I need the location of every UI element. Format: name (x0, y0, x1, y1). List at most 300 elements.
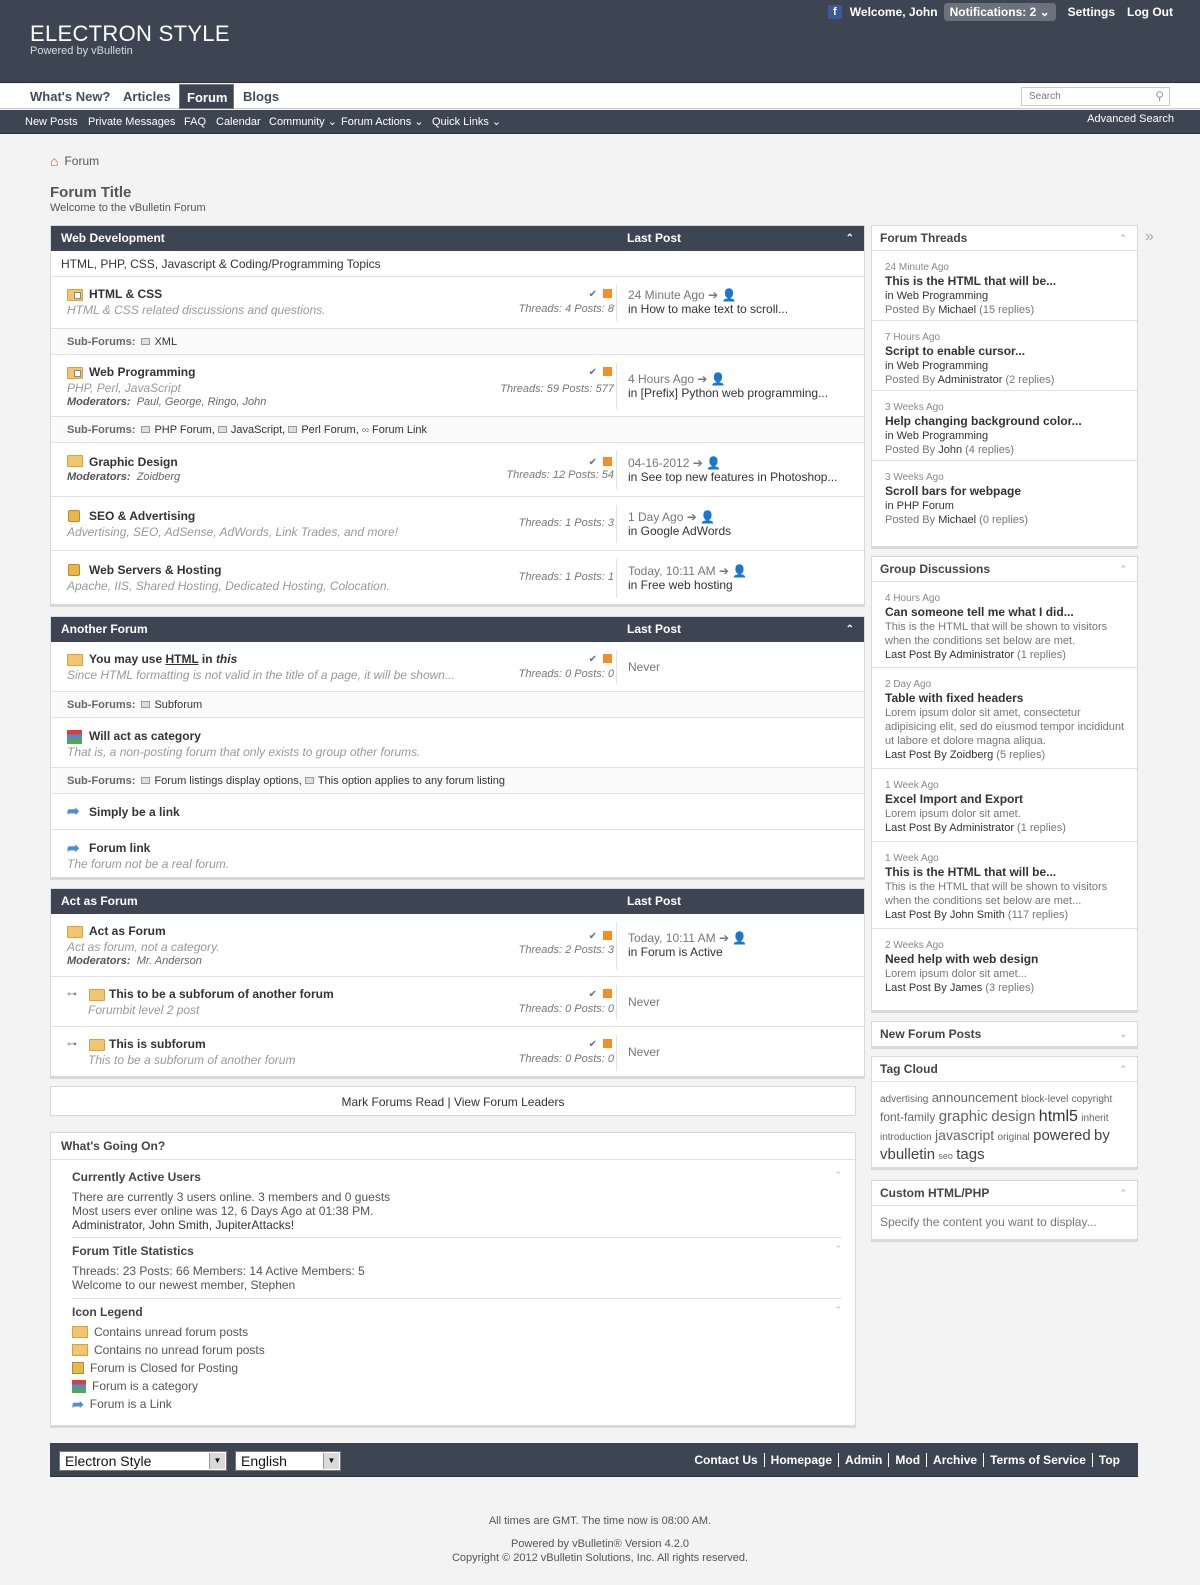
widget-title: Tag Cloud ⌃ (872, 1057, 1137, 1082)
thread-poster: Posted By John (4 replies) (885, 444, 1015, 456)
last-post-time: Today, 10:11 AM ➔ 👤 (628, 931, 748, 945)
thread-date: 3 Weeks Ago (885, 472, 944, 483)
icon-legend-section (72, 1305, 842, 1415)
forum-stats: Threads: 4 Posts: 8 (518, 303, 614, 315)
top-header (0, 0, 1200, 83)
subforum-tree-icon: ⊶ (67, 1039, 77, 1050)
last-post-time: Never (628, 995, 661, 1009)
forum-name[interactable]: Web Programming (89, 365, 196, 379)
widget-title[interactable]: New Forum Posts ⌄ (872, 1022, 1137, 1047)
forum-name[interactable]: SEO & Advertising (89, 509, 196, 523)
subforums-row (51, 417, 864, 443)
forum-stats: Threads: 1 Posts: 3 (518, 517, 614, 529)
subforums-row (51, 768, 864, 794)
discussion-title[interactable]: Excel Import and Export (885, 792, 1024, 806)
forum-desc: That is, a non-posting forum that only exists to group other forums. (67, 745, 421, 759)
last-post-thread[interactable]: in See top new features in Photoshop... (628, 470, 838, 484)
folder-new-icon (72, 1326, 88, 1338)
discussion-body: Lorem ipsum dolor sit amet. (885, 808, 1021, 820)
goto-post-icon: ➔ (708, 288, 719, 302)
subnav-forum-actions[interactable] (341, 110, 424, 134)
folder-icon (89, 1039, 105, 1051)
community-label: Community (269, 116, 325, 128)
tab-articles[interactable]: Articles (123, 89, 171, 104)
tag-list (872, 1082, 1137, 1165)
link-icon: ∞ (361, 425, 369, 436)
forum-desc: This to be a subforum of another forum (88, 1053, 296, 1067)
collapse-icon[interactable]: ⌃ (834, 1244, 842, 1254)
new-forum-posts-widget (871, 1021, 1138, 1049)
forum-moderators: Moderators: Mr. Anderson (67, 955, 202, 967)
check-icon[interactable]: ✔ (588, 654, 597, 665)
group-discussions-widget (871, 556, 1138, 1013)
forum-row-seo (51, 497, 864, 551)
discussion-date: 1 Week Ago (885, 780, 939, 791)
forum-desc: Since HTML formatting is not valid in the title of a page, it will be shown... (67, 668, 455, 682)
forum-stats: Threads: 59 Posts: 577 (500, 383, 614, 395)
footer-links (688, 1443, 1126, 1467)
footer-link-contact[interactable]: Contact Us (694, 1453, 758, 1467)
tag[interactable]: design (991, 1108, 1036, 1125)
block-title[interactable]: Act as Forum (61, 894, 138, 908)
last-post-time: Never (628, 660, 661, 674)
discussion-title[interactable]: Need help with web design (885, 952, 1039, 966)
forum-stats: Threads: 0 Posts: 0 (518, 668, 614, 680)
collapse-icon[interactable]: ⌃ (1119, 1064, 1127, 1074)
last-post-time: 04-16-2012 ➔ 👤 (628, 456, 722, 470)
discussion-date: 1 Week Ago (885, 853, 939, 864)
thread-forum: in Web Programming (885, 290, 989, 302)
forum-stats: Threads: 1 Posts: 1 (518, 571, 614, 583)
forum-icons (589, 931, 612, 942)
page-title: Forum Title (50, 184, 132, 201)
facebook-icon[interactable]: f (828, 5, 842, 19)
subforum-icon (141, 338, 150, 345)
active-line-2: Most users ever online was 12, 6 Days Ago at 01:38 PM. (72, 1204, 374, 1218)
category-icon (72, 1380, 86, 1393)
subnav-community[interactable] (269, 110, 337, 134)
divider (616, 922, 617, 969)
divider (616, 650, 617, 684)
forum-name[interactable]: Web Servers & Hosting (89, 563, 222, 577)
section-title: Forum Title Statistics (72, 1244, 194, 1258)
rss-icon[interactable] (603, 457, 612, 466)
forum-row-category (51, 718, 864, 768)
last-post-header: Last Post (627, 894, 682, 908)
active-users-section (72, 1170, 842, 1238)
subforum-link[interactable]: Subforum (154, 699, 203, 711)
stats-line-1: Threads: 23 Posts: 66 Members: 14 Active Members: 5 (72, 1264, 365, 1278)
chevron-down-icon: ⌄ (491, 116, 502, 128)
tag[interactable]: copyright (1071, 1094, 1113, 1105)
folder-new-icon (67, 289, 83, 301)
block-header (51, 617, 864, 642)
forum-icons (589, 457, 612, 468)
subforum-icon (141, 777, 150, 784)
rss-icon[interactable] (603, 989, 612, 998)
folder-icon (89, 989, 105, 1001)
subforums-label: Sub-Forums: (67, 424, 136, 436)
breadcrumb-forum[interactable]: Forum (64, 154, 100, 168)
thread-item (872, 321, 1137, 391)
discussion-title[interactable]: This is the HTML that will be... (885, 865, 1057, 879)
discussion-item (872, 929, 1137, 1005)
block-title[interactable]: Another Forum (61, 622, 148, 636)
search-icon[interactable]: ⚲ (1155, 89, 1164, 103)
tag[interactable]: tags (956, 1146, 985, 1163)
discussion-title[interactable]: Table with fixed headers (885, 691, 1024, 705)
search-input[interactable] (1021, 87, 1170, 106)
last-post-time: 4 Hours Ago ➔ 👤 (628, 372, 726, 386)
thread-poster: Posted By Michael (0 replies) (885, 514, 1029, 526)
forum-row-html-css (51, 277, 864, 329)
divider (616, 559, 617, 597)
check-icon[interactable]: ✔ (588, 457, 597, 468)
user-icon: 👤 (732, 564, 748, 578)
check-icon[interactable]: ✔ (588, 289, 597, 300)
subforum-icon (141, 701, 150, 708)
tag[interactable]: html5 (1038, 1108, 1078, 1125)
last-post-thread[interactable]: in Forum is Active (628, 945, 723, 959)
thread-item (872, 391, 1137, 461)
subforum-tree-icon: ⊶ (67, 989, 77, 1000)
tag[interactable]: block-level (1021, 1094, 1069, 1105)
rss-icon[interactable] (603, 1039, 612, 1048)
check-icon[interactable]: ✔ (588, 989, 597, 1000)
block-header (51, 889, 864, 914)
welcome-user[interactable]: Welcome, John (849, 5, 938, 19)
last-post-time: Today, 10:11 AM ➔ 👤 (628, 564, 748, 578)
collapse-icon[interactable]: ⌃ (834, 1305, 842, 1315)
legend-category: Forum is a category (72, 1377, 842, 1395)
tag-cloud-widget (871, 1056, 1138, 1170)
active-user-list[interactable]: Administrator, John Smith, JupiterAttacks! (72, 1218, 295, 1232)
divider (616, 1035, 617, 1071)
folder-new-icon (67, 367, 83, 379)
thread-date: 24 Minute Ago (885, 262, 949, 273)
discussion-date: 2 Day Ago (885, 679, 932, 690)
language-select[interactable] (235, 1451, 341, 1471)
forum-icons (589, 989, 612, 1000)
statistics-section (72, 1244, 842, 1299)
discussion-last-post: Last Post By Administrator (1 replies) (885, 649, 1066, 661)
custom-html-body: Specify the content you want to display... (880, 1215, 1097, 1229)
discussion-item (872, 668, 1137, 769)
lock-icon (72, 1362, 84, 1374)
goto-post-icon: ➔ (697, 372, 708, 386)
forum-desc: The forum not be a real forum. (67, 857, 230, 871)
discussion-body: Lorem ipsum dolor sit amet, consectetur adipisicing elit, sed do eiusmod tempor incididunt ut labore et dolore magna aliqua. (885, 707, 1125, 747)
check-icon[interactable]: ✔ (588, 931, 597, 942)
link-arrow-icon: ➦ (72, 1395, 84, 1412)
forum-row-subforum-level2 (51, 977, 864, 1027)
collapse-icon[interactable]: ⌃ (834, 1170, 842, 1180)
subforums-row (51, 692, 864, 718)
goto-post-icon: ➔ (692, 456, 703, 470)
user-icon: 👤 (732, 931, 748, 945)
forum-name[interactable]: Will act as category (89, 729, 201, 743)
widget-title: Group Discussions ⌃ (872, 557, 1137, 582)
forum-stats: Threads: 2 Posts: 3 (518, 944, 614, 956)
last-post-time: 24 Minute Ago ➔ 👤 (628, 288, 737, 302)
rss-icon[interactable] (603, 367, 612, 376)
discussion-body: This is the HTML that will be shown to visitors when the conditions set below are met... (885, 881, 1108, 907)
logout-link[interactable]: Log Out (1127, 5, 1173, 19)
divider (616, 985, 617, 1019)
search-placeholder: Search (1029, 91, 1061, 102)
last-post-header: Last Post (627, 231, 682, 245)
forum-stats: Threads: 0 Posts: 0 (518, 1003, 614, 1015)
forum-moderators: Moderators: Zoidberg (67, 471, 181, 483)
forum-desc: HTML & CSS related discussions and questions. (67, 303, 326, 317)
tag[interactable]: powered (1033, 1127, 1091, 1144)
forum-row-this-is-subforum (51, 1027, 864, 1079)
breadcrumb (50, 153, 99, 169)
thread-title[interactable]: This is the HTML that will be... (885, 274, 1057, 288)
collapse-icon[interactable]: ⌃ (1119, 233, 1127, 243)
widget-title: Custom HTML/PHP ⌃ (872, 1181, 1137, 1206)
forum-block-act-as-forum (50, 888, 865, 1079)
sidebar-toggle-icon[interactable]: » (1145, 228, 1154, 245)
footer-link-top[interactable]: Top (1092, 1453, 1126, 1467)
goto-post-icon: ➔ (686, 510, 697, 524)
discussion-last-post: Last Post By Administrator (1 replies) (885, 822, 1066, 834)
forum-name[interactable]: Graphic Design (89, 455, 178, 469)
collapse-icon[interactable]: ⌃ (1119, 564, 1127, 574)
subnav-private-messages[interactable]: Private Messages (88, 116, 176, 128)
tag[interactable]: original (997, 1132, 1030, 1143)
rss-icon[interactable] (603, 931, 612, 940)
notifications-dropdown[interactable] (944, 3, 1056, 21)
thread-date: 7 Hours Ago (885, 332, 941, 343)
thread-title[interactable]: Help changing background color... (885, 414, 1082, 428)
lock-icon (68, 564, 80, 576)
discussion-last-post: Last Post By John Smith (117 replies) (885, 909, 1069, 921)
forum-icons (589, 654, 612, 665)
subforum-link[interactable]: Forum Link (371, 424, 428, 436)
logo-title: ELECTRON STYLE (30, 21, 230, 46)
tag[interactable]: announcement (931, 1090, 1018, 1105)
forum-row-you-may-use-html (51, 642, 864, 692)
discussion-last-post: Last Post By Zoidberg (5 replies) (885, 749, 1046, 761)
last-post-thread[interactable]: in Free web hosting (628, 578, 733, 592)
thread-title[interactable]: Scroll bars for webpage (885, 484, 1022, 498)
footer-link-archive[interactable]: Archive (926, 1453, 983, 1467)
last-post-thread[interactable]: in [Prefix] Python web programming... (628, 386, 829, 400)
user-icon: 👤 (710, 372, 726, 386)
tag[interactable]: advertising (880, 1094, 929, 1105)
mark-forums-bar[interactable]: Mark Forums Read | View Forum Leaders (50, 1086, 856, 1116)
forum-block-another-forum (50, 616, 865, 880)
subforums-label: Sub-Forums: (67, 775, 136, 787)
thread-forum: in PHP Forum (885, 500, 954, 512)
thread-poster: Posted By Administrator (2 replies) (885, 374, 1055, 386)
divider (616, 285, 617, 321)
forum-threads-widget (871, 225, 1138, 549)
discussion-item (872, 769, 1137, 842)
tab-blogs[interactable]: Blogs (243, 89, 280, 104)
subnav-quick-links[interactable] (432, 110, 501, 134)
sub-nav (0, 110, 1200, 134)
legend-link: ➦ Forum is a Link (72, 1395, 172, 1412)
tag[interactable]: seo (938, 1151, 953, 1161)
subforum-link[interactable]: JavaScript, (230, 424, 286, 436)
legend-unread: Contains unread forum posts (72, 1323, 842, 1341)
site-logo[interactable] (30, 22, 230, 57)
legend-closed: Forum is Closed for Posting (72, 1359, 842, 1377)
thread-poster: Posted By Michael (15 replies) (885, 304, 1035, 316)
footer-link-homepage[interactable]: Homepage (764, 1453, 838, 1467)
forum-row-web-programming (51, 355, 864, 417)
forum-row-act-as-forum (51, 914, 864, 977)
subforums-label: Sub-Forums: (67, 336, 136, 348)
collapse-icon[interactable]: ⌃ (845, 624, 854, 635)
footer-link-mod[interactable]: Mod (888, 1453, 926, 1467)
forum-name[interactable]: Forum link (89, 841, 151, 855)
page-title-block (50, 184, 206, 214)
check-icon[interactable]: ✔ (588, 1039, 597, 1050)
home-icon[interactable]: ⌂ (50, 153, 59, 169)
forum-desc: PHP, Perl, JavaScript (67, 381, 181, 395)
subforums-row (51, 329, 864, 355)
tab-forum[interactable]: Forum (179, 84, 234, 109)
goto-post-icon: ➔ (718, 931, 730, 945)
notifications-label: Notifications: 2 (949, 5, 1037, 19)
last-post-header: Last Post (627, 622, 682, 636)
tag[interactable]: introduction (880, 1132, 932, 1143)
tag[interactable]: inherit (1081, 1113, 1109, 1124)
subforum-link[interactable]: XML (154, 336, 178, 348)
forum-desc: Apache, IIS, Shared Hosting, Dedicated Hosting, Colocation. (67, 579, 390, 593)
discussion-body: This is the HTML that will be shown to visitors when the conditions set below are met. (885, 621, 1108, 647)
style-select[interactable] (59, 1451, 227, 1471)
discussion-date: 2 Weeks Ago (885, 940, 944, 951)
collapse-icon[interactable]: ⌃ (1119, 1188, 1127, 1198)
wgo-title: What's Going On? (51, 1133, 855, 1160)
forum-icons (589, 289, 612, 300)
forum-name[interactable]: Act as Forum (89, 924, 166, 938)
forum-row-hosting (51, 551, 864, 605)
tag[interactable]: graphic (938, 1108, 988, 1125)
lock-icon (68, 510, 80, 522)
forum-name[interactable]: You may use HTML in this (89, 652, 238, 666)
folder-icon (67, 926, 83, 938)
dropdown-arrow-icon[interactable]: ▼ (323, 1453, 339, 1469)
subforum-icon (288, 426, 297, 433)
dropdown-arrow-icon[interactable]: ▼ (209, 1453, 225, 1469)
forum-name[interactable]: HTML & CSS (89, 287, 163, 301)
block-title[interactable]: Web Development (61, 231, 165, 245)
forum-name[interactable]: Simply be a link (89, 805, 180, 819)
forum-stats: Threads: 12 Posts: 54 (506, 469, 614, 481)
last-post-time: Never (628, 1045, 661, 1059)
divider (616, 363, 617, 409)
last-post-time: 1 Day Ago ➔ 👤 (628, 510, 716, 524)
forum-row-graphic-design (51, 443, 864, 497)
discussion-title[interactable]: Can someone tell me what I did... (885, 605, 1074, 619)
active-line-1: There are currently 3 users online. 3 members and 0 guests (72, 1190, 391, 1204)
tag[interactable]: javascript (935, 1127, 995, 1143)
stats-line-2: Welcome to our newest member, Stephen (72, 1278, 296, 1292)
subforums-label: Sub-Forums: (67, 699, 136, 711)
section-title: Icon Legend (72, 1305, 143, 1319)
subforum-link[interactable]: Forum listings display options, (154, 775, 302, 787)
thread-title[interactable]: Script to enable cursor... (885, 344, 1026, 358)
goto-post-icon: ➔ (718, 564, 730, 578)
tag[interactable]: by (1094, 1127, 1110, 1144)
link-arrow-icon: ➦ (67, 840, 80, 857)
forum-name[interactable]: This is subforum (109, 1037, 206, 1051)
footer-copyright: Copyright © 2012 vBulletin Solutions, Inc. All rights reserved. (451, 1552, 749, 1564)
forum-row-forum-link (51, 830, 864, 882)
thread-date: 3 Weeks Ago (885, 402, 944, 413)
check-icon[interactable]: ✔ (588, 367, 597, 378)
discussion-body: Lorem ipsum dolor sit amet... (885, 968, 1027, 980)
subforum-icon (305, 777, 314, 784)
subforum-icon (141, 426, 150, 433)
divider (616, 451, 617, 489)
block-description: HTML, PHP, CSS, Javascript & Coding/Programming Topics (51, 251, 864, 277)
divider (616, 505, 617, 543)
forum-desc: Forumbit level 2 post (88, 1003, 200, 1017)
nav-tabs (0, 84, 1200, 109)
subnav-faq[interactable]: FAQ (184, 116, 207, 128)
subnav-calendar[interactable]: Calendar (216, 116, 261, 128)
rss-icon[interactable] (603, 289, 612, 298)
subforum-link[interactable]: This option applies to any forum listing (317, 775, 505, 787)
discussion-last-post: Last Post By James (3 replies) (885, 982, 1035, 994)
tab-whats-new[interactable]: What's New? (30, 89, 111, 104)
top-links (828, 3, 1173, 21)
footer-bar (50, 1443, 1138, 1477)
custom-html-widget (871, 1180, 1138, 1242)
forum-icons (589, 1039, 612, 1050)
forum-icons (589, 367, 612, 378)
collapse-icon[interactable]: ⌃ (845, 233, 854, 244)
footer-powered: Powered by vBulletin® Version 4.2.0 (510, 1538, 690, 1550)
style-select-value: Electron Style (65, 1453, 152, 1469)
footer-link-admin[interactable]: Admin (838, 1453, 888, 1467)
subforum-link[interactable]: PHP Forum, (154, 424, 215, 436)
tag[interactable]: font-family (880, 1110, 936, 1124)
subforum-icon (218, 426, 227, 433)
user-icon: 👤 (700, 510, 716, 524)
thread-item (872, 251, 1137, 321)
chevron-down-icon: ⌄ (327, 116, 337, 128)
discussion-item (872, 842, 1137, 929)
thread-item (872, 461, 1137, 531)
subforum-link[interactable]: Perl Forum, (301, 424, 359, 436)
logo-subtitle: Powered by vBulletin (30, 45, 133, 57)
section-title: Currently Active Users (72, 1170, 201, 1184)
footer-time: All times are GMT. The time now is 08:00 AM. (488, 1515, 712, 1527)
block-header (51, 226, 864, 251)
chevron-down-icon: ⌄ (1039, 5, 1050, 19)
settings-link[interactable]: Settings (1067, 5, 1116, 19)
advanced-search-link[interactable]: Advanced Search (1087, 113, 1174, 125)
expand-icon[interactable]: ⌄ (1119, 1029, 1127, 1039)
tag[interactable]: vbulletin (880, 1146, 936, 1163)
forum-name[interactable]: This to be a subforum of another forum (109, 987, 334, 1001)
subnav-new-posts[interactable]: New Posts (25, 116, 78, 128)
last-post-thread[interactable]: in How to make text to scroll... (628, 302, 789, 316)
footer-link-terms[interactable]: Terms of Service (983, 1453, 1092, 1467)
last-post-thread[interactable]: in Google AdWords (628, 524, 732, 538)
forum-desc: Advertising, SEO, AdSense, AdWords, Link Trades, and more! (67, 525, 399, 539)
link-arrow-icon: ➦ (67, 803, 80, 820)
rss-icon[interactable] (603, 654, 612, 663)
discussion-item (872, 582, 1137, 668)
